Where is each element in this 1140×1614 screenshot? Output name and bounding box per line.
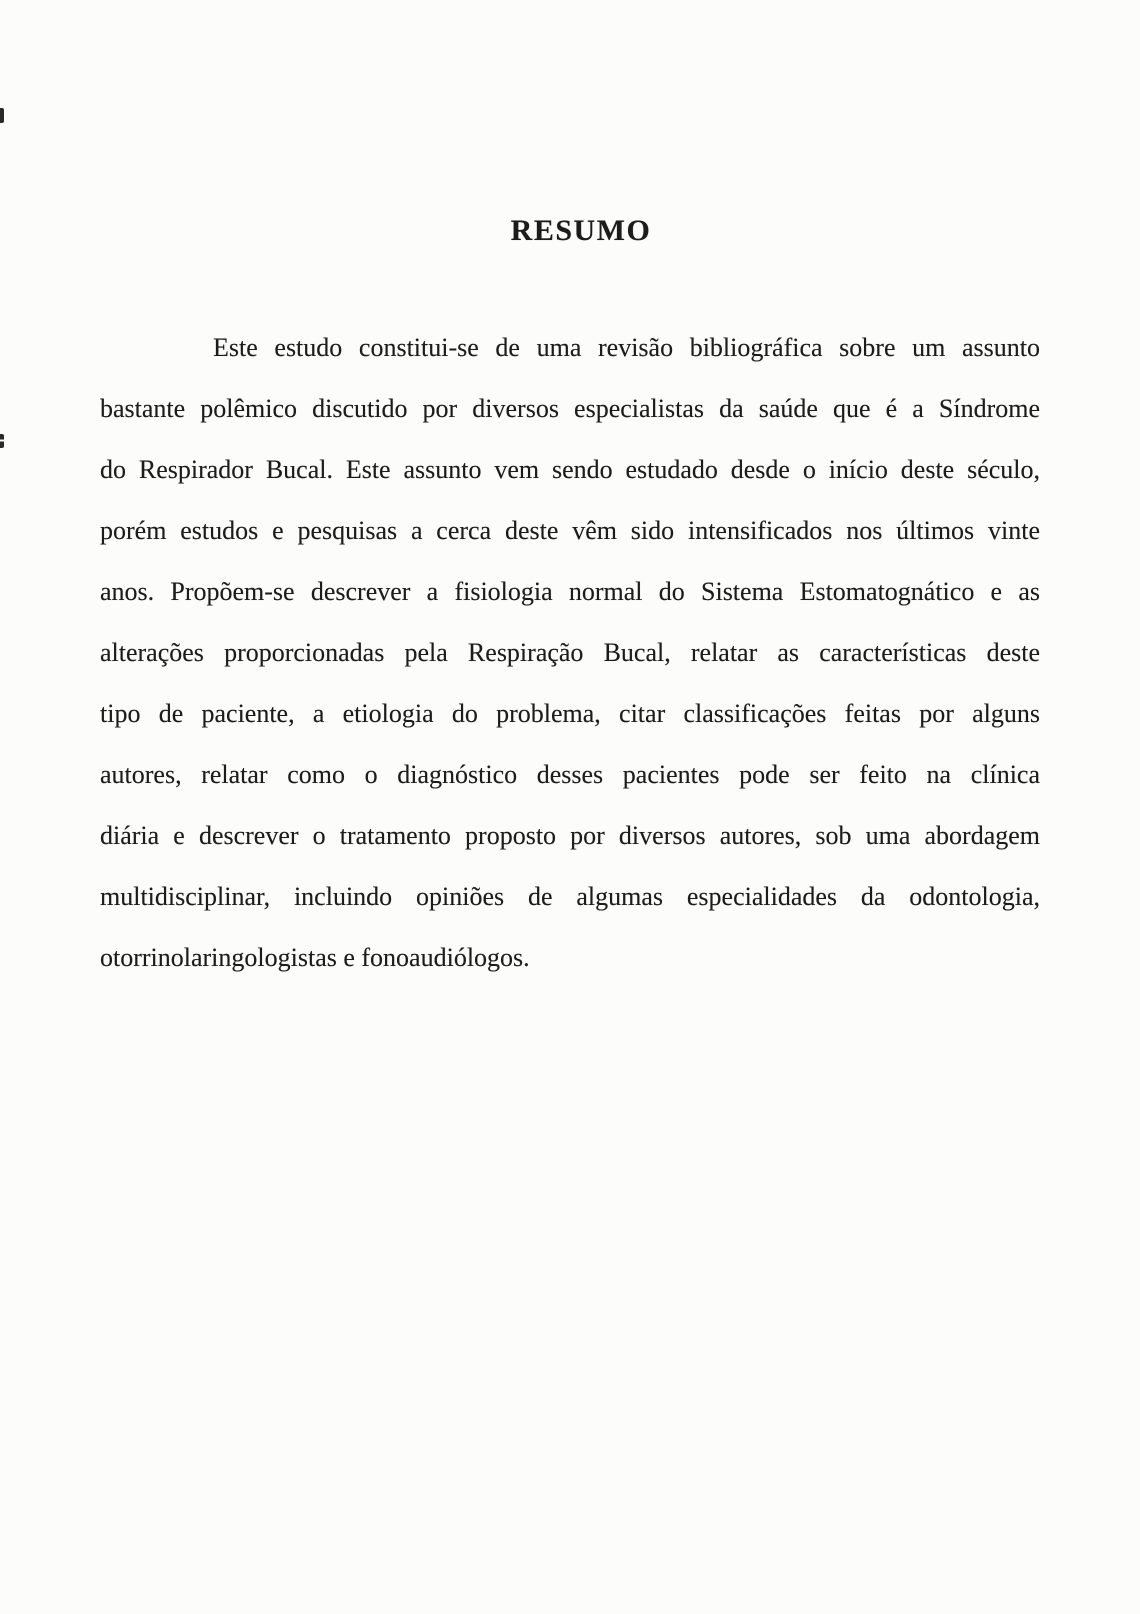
scan-artifact-left-edge-middle	[0, 434, 4, 448]
paragraph-line: bastante polêmico discutido por diversos especialistas da saúde que é a Síndrome	[100, 394, 1040, 423]
paragraph-line: otorrinolaringologistas e fonoaudiólogos.	[100, 943, 530, 972]
paragraph-line: alterações proporcionadas pela Respiração Bucal, relatar as características deste	[100, 638, 1040, 667]
scan-artifact-left-edge-top	[0, 108, 4, 123]
document-title: RESUMO	[510, 214, 652, 248]
paragraph-line: diária e descrever o tratamento proposto por diversos autores, sob uma abordagem	[100, 821, 1040, 850]
paragraph-line: tipo de paciente, a etiologia do problema, citar classificações feitas por alguns	[100, 699, 1040, 728]
paragraph-line: anos. Propõem-se descrever a fisiologia normal do Sistema Estomatognático e as	[100, 577, 1040, 606]
paragraph-line: porém estudos e pesquisas a cerca deste vêm sido intensificados nos últimos vinte	[100, 516, 1040, 545]
paragraph-line: multidisciplinar, incluindo opiniões de algumas especialidades da odontologia,	[100, 882, 1040, 911]
paragraph-line: autores, relatar como o diagnóstico desses pacientes pode ser feito na clínica	[100, 760, 1040, 789]
paragraph-line: Este estudo constitui-se de uma revisão bibliográfica sobre um assunto	[213, 333, 1040, 362]
abstract-paragraph	[100, 317, 1040, 988]
paragraph-line: do Respirador Bucal. Este assunto vem sendo estudado desde o início deste século,	[100, 455, 1040, 484]
